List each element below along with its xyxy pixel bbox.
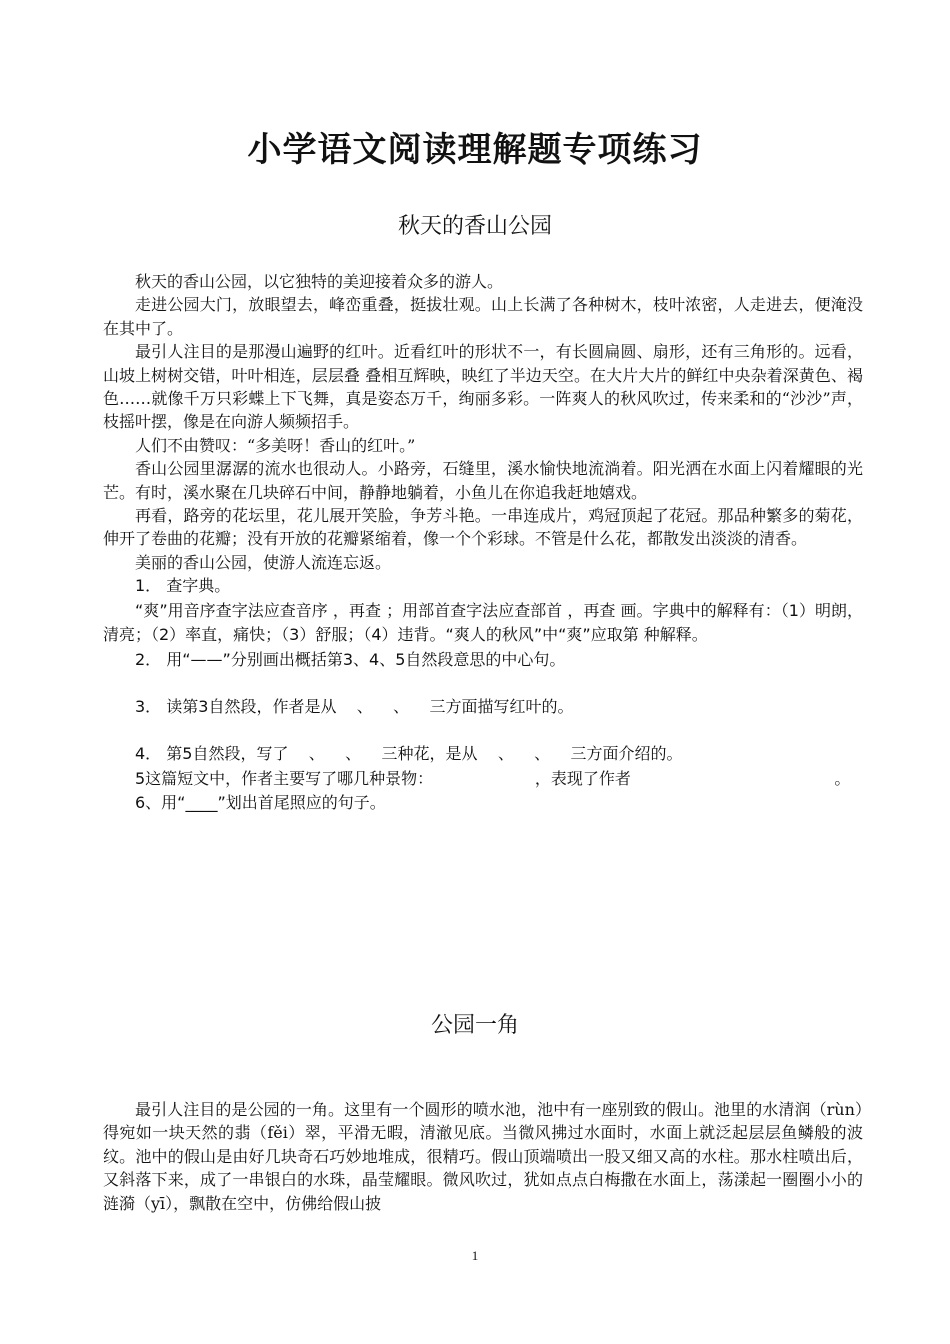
question-1: 1． 查字典。 [135, 576, 231, 596]
section-title-park-corner: 公园一角 [430, 1013, 519, 1038]
question-5: 5这篇短文中，作者主要写了哪几种景物： ，表现了作者 。 [135, 768, 851, 788]
paragraph: 美丽的香山公园，使游人流连忘返。 [135, 552, 392, 572]
paragraph: 再看，路旁的花坛里，花儿展开笑脸，争芳斗艳。一串连成片，鸡冠顶起了花冠。那品种繁多的菊花，伸开了卷曲的花瓣；没有开放的花瓣紧缩着，像一个个彩球。不管是什么花，都散发出淡淡的清香。 [103, 506, 863, 549]
question-1-detail: “爽”用音序查字法应查音序 ，再查 ；用部首查字法应查部首 ，再查 画。字典中的解释有：（1）明朗，清亮；（2）率直，痛快；（3）舒服；（4）违背。“爽人的秋风”中“爽”应取第 种解释。 [103, 600, 863, 645]
paragraph: 香山公园里潺潺的流水也很动人。小路旁，石缝里，溪水愉快地流淌着。阳光洒在水面上闪着耀眼的光芒。有时，溪水聚在几块碎石中间，静静地躺着，小鱼儿在你追我赶地嬉戏。 [103, 459, 863, 502]
paragraph: 最引人注目的是公园的一角。这里有一个圆形的喷水池，池中有一座别致的假山。池里的水清润（rùn）得宛如一块天然的翡（fěi）翠，平滑无暇，清澈见底。当微风拂过水面时，水面上就泛起层层鱼鳞般的波纹。池中的假山是由好几块奇石巧妙地堆成，很精巧。假山顶端喷出一股又细又高的水柱。那水柱喷出后，又斜落下来，成了一串银白的水珠，晶莹耀眼。微风吹过，犹如点点白梅撒在水面上，荡漾起一圈圈小小的涟漪（yī），飘散在空中，仿佛给假山披 [103, 1100, 863, 1213]
section-body-autumn-park [103, 270, 863, 816]
page-number: 1 [471, 1248, 479, 1263]
section-body-park-corner [103, 1098, 863, 1215]
question-4: 4． 第5自然段，写了 、 、 三种花，是从 、 、 三方面介绍的。 [135, 744, 683, 764]
question-3: 3． 读第3自然段，作者是从 、 、 三方面描写红叶的。 [135, 696, 574, 716]
paragraph: 秋天的香山公园，以它独特的美迎接着众多的游人。 [135, 272, 504, 291]
question-2: 2． 用“——”分别画出概括第3、4、5自然段意思的中心句。 [135, 649, 566, 669]
question-list [103, 574, 863, 815]
question-6: 6、用“____”划出首尾照应的句子。 [135, 793, 386, 813]
paragraph: 走进公园大门，放眼望去，峰峦重叠，挺拔壮观。山上长满了各种树木，枝叶浓密，人走进去，便淹没在其中了。 [103, 295, 863, 338]
document-title: 小学语文阅读理解题专项练习 [247, 130, 703, 170]
section-title-autumn-park: 秋天的香山公园 [397, 214, 552, 239]
paragraph: 最引人注目的是那漫山遍野的红叶。近看红叶的形状不一，有长圆扁圆、扇形，还有三角形的。远看，山坡上树树交错，叶叶相连，层层叠 叠相互辉映，映红了半边天空。在大片大片的鲜红中央杂着深黄色、褐 色……就像千万只彩蝶上下飞舞，真是姿态万千，绚丽多彩。一阵爽人的秋风吹过，传来柔和的“沙沙”声，枝摇叶摆，像是在向游人频频招手。 [103, 342, 863, 432]
paragraph: 人们不由赞叹：“多美呀！香山的红叶。” [135, 435, 416, 455]
